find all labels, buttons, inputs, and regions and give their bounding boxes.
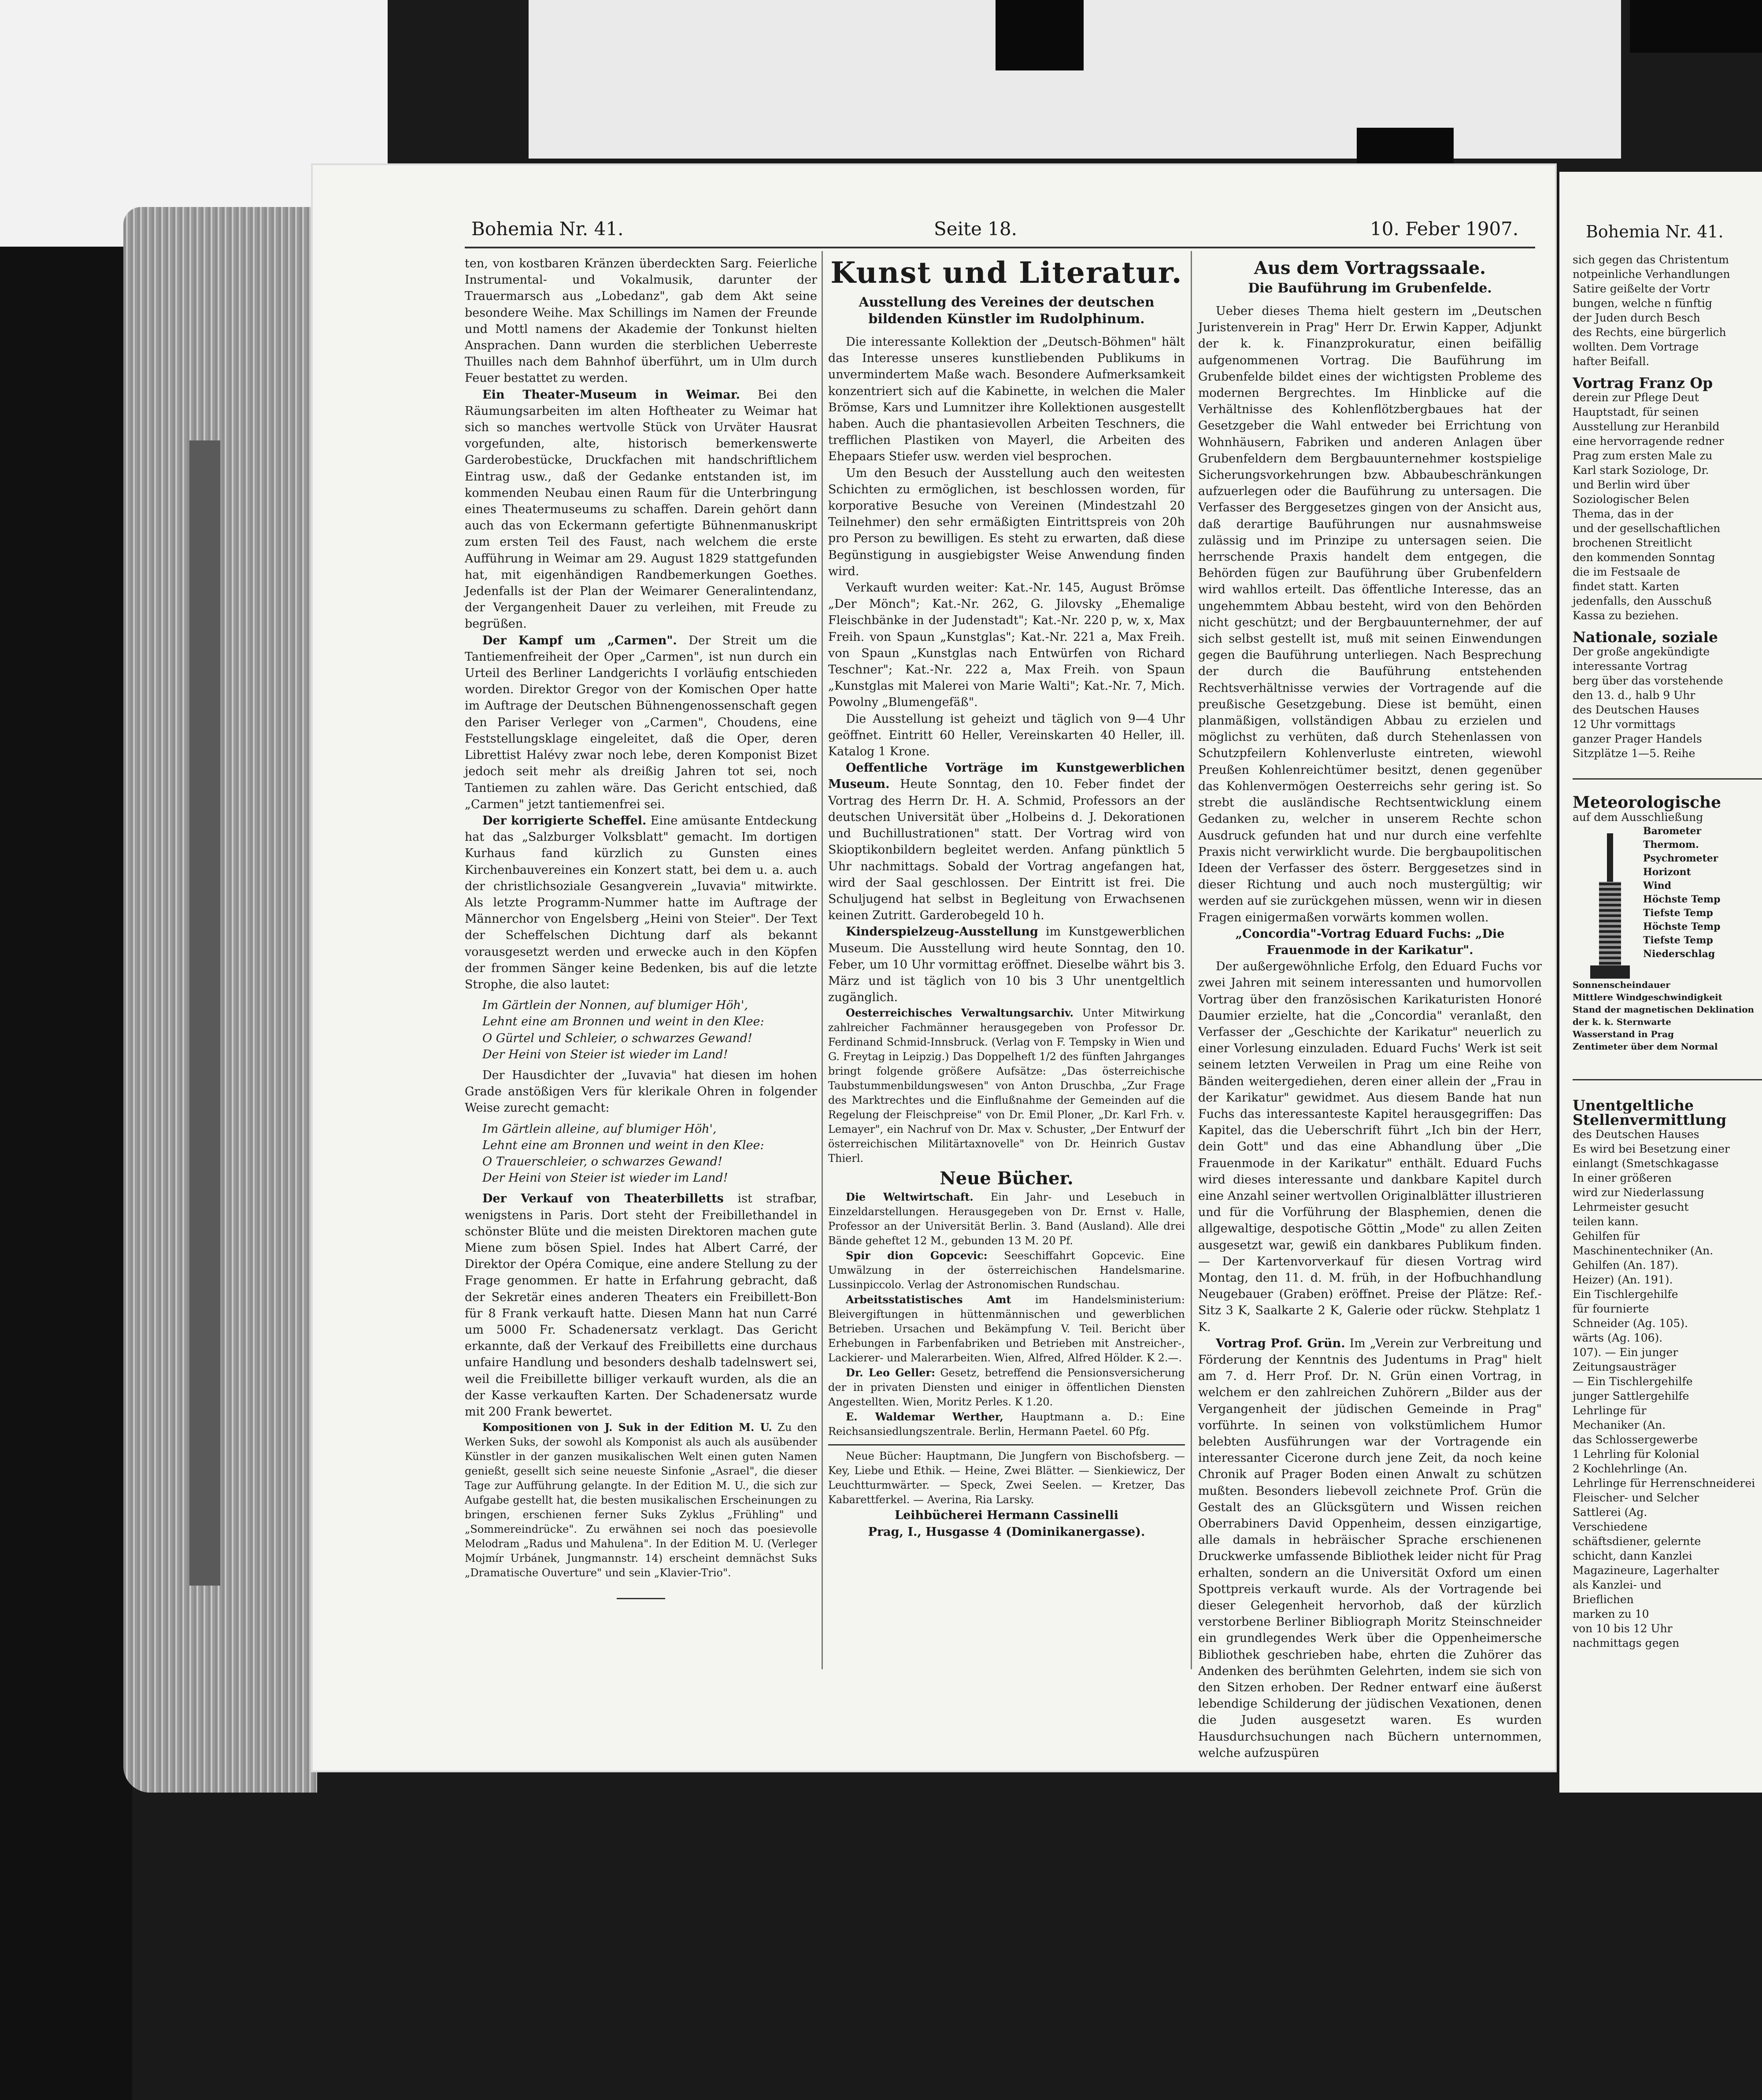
text-line: derein zur Pflege Deut <box>1573 391 1699 404</box>
adjacent-page-header: Bohemia Nr. 41. <box>1586 222 1724 241</box>
column-divider <box>1191 251 1192 1669</box>
article-text: Unter Mitwirkung zahlreicher Fachmänner herausgegeben von Professor Dr. Ferdinand Schmid-Innsbruck. (Verlag von F. Tempsky in Wien und G. Freytag in Leipzig.) Das Doppelheft 1/2 des fünften Jahrganges bringt folgende größere Aufsätze: „Das österreichische Taubstummenbildungswesen" von Anton Druschba, „Zur Frage des Marktrechtes und die Einflußnahme der Gemeinden auf die Regelung der Fleischpreise" von Dr. Emil Ploner, „Dr. Karl Frh. v. Lemayer", ein Nachruf von Dr. Max v. Schuster, „Der Entwurf der österreichischen Militärtaxnovelle" von Dr. Heinrich Gustav Thierl. <box>828 1007 1185 1165</box>
book-text: Hauptmann a. D.: Eine Reichsansiedlungszentrale. Berlin, Hermann Paetel. 60 Pfg. <box>828 1411 1185 1438</box>
right-lines-2 <box>1573 390 1762 623</box>
section-subtitle: Neue Bücher. <box>940 1168 1073 1189</box>
text-line: Horizont <box>1643 866 1691 878</box>
text-line: interessante Vortrag <box>1573 660 1688 673</box>
weather-body <box>1573 824 1762 979</box>
article-kampf-um-carmen <box>465 632 817 813</box>
verse-line: Der Heini von Steier ist wieder im Land! <box>482 1047 728 1061</box>
article-heading: Oesterreichisches Verwaltungsarchiv. <box>846 1006 1073 1020</box>
text-line: Tiefste Temp <box>1643 935 1713 946</box>
article-text: Heute Sonntag, den 10. Feber findet der Vortrag des Herrn Dr. H. A. Schmid, Professors an der deutschen Universität über „Holbeins d. J. Dekorationen und Buchillustrationen" statt. Der Vortrag wird von Skioptikonbildern begleitet werden. Anfang pünktlich 5 Uhr nachmittags. Sobald der Vortrag angefangen hat, wird der Saal geschlossen. Der Eintritt ist frei. Die Schuljugend hat selbst in Begleitung von Erwachsenen keinen Zutritt. Garderobegeld 10 h. <box>828 777 1185 923</box>
text-line: den 13. d., halb 9 Uhr <box>1573 689 1695 702</box>
verse-line: O Gürtel und Schleier, o schwarzes Gewand! <box>482 1031 752 1045</box>
text-line: Wasserstand in Prag <box>1573 1029 1674 1039</box>
text-line: Thermom. <box>1643 839 1699 850</box>
text-line: jedenfalls, den Ausschuß <box>1573 595 1712 607</box>
job-subtitle: des Deutschen Hauses <box>1573 1128 1699 1141</box>
text-line: schicht, dann Kanzlei <box>1573 1549 1692 1562</box>
right-lines-4 <box>1573 1142 1762 1650</box>
article-text: Im „Verein zur Verbreitung und Förderung der Kenntnis des Judentums in Prag" hielt am 7. d. Herr Prof. Dr. N. Grün einen Vortrag, in welchem er den zahlreichen Zuhörern „Bilder aus der Vergangenheit der jüdischen Gemeinde in Prag" vorführte. In seinen von volkstümlichem Humor belebten Ausführungen war der Vortragende ein interessanter Cicerone durch jene Zeit, da noch keine Chronik auf Prager Boden einen Anwalt zu schützen mußten. Besonders liebevoll zeichnete Prof. Grün die Gestalt des an Glücksgütern und Wissen reichen Oberrabiners David Oppenheim, dessen einzigartige, alle damals in hebräischer Sprache erschienenen Druckwerke umfassende Bibliothek leider nicht für Prag erhalten, sondern an die Universität Oxford um einen Spottpreis verkauft wurde. Als der Vortragende bei dieser Gelegenheit hervorhob, daß der kürzlich verstorbene Berliner Bibliograph Moritz Steinschneider ein grundlegendes Werk über die Oppenheimersche Bibliothek geschrieben habe, ehrten die Zuhörer das Andenken des berühmten Gelehrten, indem sie sich von den Sitzen erhoben. Der Redner entwarf eine äußerst lebendige Schilderung der jüdischen Vexationen, denen die Juden ausgesetzt waren. Es wurden Hausdurchsuchungen nach Büchern unternommen, welche aufzuspüren <box>1198 1336 1542 1760</box>
article-text: Zu den Werken Suks, der sowohl als Komponist als auch als ausübender Künstler in der ganzen musikalischen Welt einen guten Namen genießt, gesellt sich seine neueste Sinfonie „Asrael", die dieser Tage zur Aufführung gelangte. In der Edition M. U., die sich zur Aufgabe gestellt hat, die besten musikalischen Erscheinungen zu bringen, erschienen ferner Suks Zyklus „Frühling" und „Sommereindrücke". Zu erwähnen sei noch das poesievolle Melodram „Radus und Mahulena". In der Edition M. U. (Verleger Mojmír Urbánek, Jungmannstr. 14) erscheint demnächst Suks „Dramatische Ouverture" und sein „Klavier-Trio". <box>465 1421 817 1579</box>
article-heading: Kompositionen von J. Suk in der Edition M. U. <box>482 1421 772 1434</box>
text-line: des Rechts, eine bürgerlich <box>1573 326 1726 339</box>
column-divider <box>822 251 823 1669</box>
ad-library-name: Leihbücherei Hermann Cassinelli <box>895 1508 1118 1523</box>
text-line: Gehilfen (An. 187). <box>1573 1259 1679 1272</box>
text-line: Zeitungsausträger <box>1573 1361 1676 1373</box>
book-text: Seeschiffahrt Gopcevic. Eine Umwälzung in der österreichischen Handelsmarine. Lussinpiccolo. Verlag der Astronomischen Rundschau. <box>828 1250 1185 1291</box>
met-rows <box>1643 824 1721 979</box>
column-3 <box>1198 255 1542 1760</box>
verse-block <box>465 1121 817 1187</box>
book-text: im Handelsministerium: Bleivergiftungen in hüttenmännischen und gewerblichen Betrieben. Ursachen und Bekämpfung V. Teil. Bericht über Erhebungen in Farbenfabriken und Betrieben mit Anstreicher-, Lackierer- und Malerarbeiten. Wien, Alfred, Alfred Hölder. K 2.—. <box>828 1294 1185 1364</box>
weather-subtitle: auf dem Ausschließung <box>1573 811 1703 824</box>
paragraph: Der außergewöhnliche Erfolg, den Eduard Fuchs vor zwei Jahren mit seinem interessanten und humorvollen Vortrag über den französischen Karikaturisten Honoré Daumier erzielte, hat die „Concordia" veranlaßt, den Verfasser der „Geschichte der Karikatur" neuerlich zu einer Vorlesung einzuladen. Eduard Fuchs' Werk ist seit seinem letzten Verweilen in Prag um eine Reihe von Bänden weitergediehen, deren einer allein der „Frau in der Karikatur" gewidmet. Aus diesem Bande hat nun Fuchs das interessanteste Kapitel herausgegriffen: Das Kapitel, das die Ueberschrift führt „Ich bin der Herr, dein Gott" und das eine Abhandlung über „Die Frauenmode in der Karikatur" enthält. Eduard Fuchs wird dieses interessante und dankbare Kapitel durch eine Anzahl seiner wertvollen Originalblätter illustrieren und für die Vorführung der Blasphemien, denen die allgewaltige, despotische Göttin „Mode" zu allen Zeiten ausgesetzt war, gewiß ein dankbares Publikum finden. — Der Kartenvorverkauf für diesen Vortrag wird Montag, den 11. d. M. früh, in der Hofbuchhandlung Neugebauer (Graben) eröffnet. Preise der Plätze: Ref.-Sitz 3 K, Saalkarte 2 K, Galerie oder rückw. Stehplatz 1 K. <box>1198 960 1542 1334</box>
right-lines-1 <box>1573 252 1762 369</box>
text-line: Niederschlag <box>1643 948 1715 960</box>
text-line: eine hervorragende redner <box>1573 435 1724 447</box>
text-line: 107). — Ein junger <box>1573 1346 1678 1359</box>
adjacent-page <box>1559 172 1762 1793</box>
text-line: Höchste Temp <box>1643 921 1721 932</box>
book-heading: Dr. Leo Geller: <box>846 1366 935 1379</box>
column-1 <box>465 255 817 1665</box>
section-title: Kunst und Literatur. <box>830 255 1183 290</box>
job-listing <box>1573 1079 1762 1650</box>
text-line: Stand der magnetischen Deklination <box>1573 1004 1755 1015</box>
article-text: Der Streit um die Tantiemenfreiheit der Oper „Carmen", ist nun durch ein Urteil des Berliner Landgerichts I vorläufig entschieden worden. Direktor Gregor von der Komischen Oper hatte im Auftrage der Deutschen Bühnengenossenschaft gegen den Pariser Verleger von „Carmen", Choudens, eine Feststellungsklage eingeleitet, daß die Oper, deren Librettist Halévy zwar noch lebe, deren Komponist Bizet jedoch seit mehr als dreißig Jahren tot sei, noch Tantiemen zu zahlen wäre. Das Gericht entschied, daß „Carmen" jetzt tantiemenfrei sei. <box>465 633 818 811</box>
book-page-edges <box>123 207 317 1793</box>
ad-library-address: Prag, I., Husgasse 4 (Dominikanergasse). <box>868 1525 1145 1539</box>
text-line: notpeinliche Verhandlungen <box>1573 268 1730 281</box>
text-line: des Deutschen Hauses <box>1573 703 1699 716</box>
text-line: — Ein Tischlergehilfe <box>1573 1375 1693 1388</box>
book-heading: Spir dion Gopcevic: <box>846 1249 988 1262</box>
article-heading: Vortrag Franz Op <box>1573 374 1713 392</box>
text-line: Lehrlinge für <box>1573 1404 1647 1417</box>
article-heading: Ein Theater-Museum in Weimar. <box>482 388 740 402</box>
text-line: findet statt. Karten <box>1573 580 1679 593</box>
book-entry <box>828 1365 1185 1409</box>
paragraph: Verkauft wurden weiter: Kat.-Nr. 145, August Brömse „Der Mönch"; Kat.-Nr. 262, G. Jilovsky „Ehemalige Fleischbänke in der Judenstadt"; Kat.-Nr. 220 p, w, x, Max Freih. von Spaun „Kunstglas"; Kat.-Nr. 221 a, Max Freih. von Spaun „Kunstglas nach Entwürfen von Richard Teschner"; Kat.-Nr. 222 a, Max Freih. von Spaun „Kunstglas mit Malerei von Marie Walti"; Kat.-Nr. 7, Mich. Powolny „Blumengefäß". <box>828 581 1185 710</box>
text-line: 1 Lehrling für Kolonial <box>1573 1448 1699 1460</box>
text-line: wird zur Niederlassung <box>1573 1186 1704 1199</box>
text-line: Sitzplätze 1—5. Reihe <box>1573 747 1695 760</box>
background-dark <box>0 247 132 2100</box>
adjacent-page-content <box>1573 172 1762 1650</box>
header-date: 10. Feber 1907. <box>1370 218 1519 240</box>
text-line: schäftsdiener, gelernte <box>1573 1535 1701 1548</box>
text-line: Der große angekündigte <box>1573 645 1710 658</box>
text-line: die im Festsaale de <box>1573 566 1681 578</box>
text-line: Ausstellung zur Heranbild <box>1573 420 1720 433</box>
article-heading: Nationale, soziale <box>1573 629 1718 646</box>
text-line: Tiefste Temp <box>1643 907 1713 919</box>
text-line: Gehilfen für <box>1573 1230 1640 1242</box>
text-line: berg über das vorstehende <box>1573 674 1723 687</box>
article-verwaltungsarchiv <box>828 1006 1185 1166</box>
text-line: Sonnenscheindauer <box>1573 980 1670 990</box>
article-heading: Der Kampf um „Carmen". <box>482 633 677 647</box>
book-text: Ein Jahr- und Lesebuch in Einzeldarstellungen. Herausgegeben von Dr. Ernst v. Halle, Professor an der Universität Berlin. 3. Band (Ausland). Alle drei Bände geheftet 12 M., gebunden 13 M. 20 Pf. <box>828 1191 1185 1247</box>
text-line: Verschiedene <box>1573 1520 1647 1533</box>
job-title: Unentgeltliche Stellenvermittlung <box>1573 1097 1727 1128</box>
text-line: hafter Beifall. <box>1573 355 1650 368</box>
text-line: der Juden durch Besch <box>1573 311 1700 324</box>
section-rule <box>617 1598 665 1599</box>
weather-tower-icon <box>1590 833 1630 979</box>
weather-title: Meteorologische <box>1573 793 1721 812</box>
newspaper-page <box>313 165 1555 1771</box>
text-line: Hauptstadt, für seinen <box>1573 406 1699 418</box>
text-line: Fleischer- und Selcher <box>1573 1491 1699 1504</box>
text-line: bungen, welche n fünftig <box>1573 297 1712 310</box>
shadow-block <box>996 0 1084 70</box>
text-line: Mittlere Windgeschwindigkeit <box>1573 992 1723 1002</box>
text-line: Wind <box>1643 880 1672 891</box>
text-line: als Kanzlei- und <box>1573 1579 1662 1591</box>
text-line: Ein Tischlergehilfe <box>1573 1288 1678 1301</box>
right-lines-3 <box>1573 644 1762 761</box>
article-heading: Kinderspielzeug-Ausstellung <box>846 925 1038 939</box>
article-heading: Ausstellung des Vereines der deutschen bildenden Künstler im Rudolphinum. <box>859 295 1155 327</box>
text-line: Heizer) (An. 191). <box>1573 1273 1673 1286</box>
text-line: und der gesellschaftlichen <box>1573 522 1721 535</box>
text-line: brochenen Streitlicht <box>1573 536 1692 549</box>
text-line: Maschinentechniker (An. <box>1573 1244 1714 1257</box>
paragraph: ten, von kostbaren Kränzen überdeckten Sarg. Feierliche Instrumental- und Vokalmusik, darunter der Trauermarsch aus „Lobedanz", gab dem Akt seine besondere Weihe. Max Schillings im Namen der Freunde und Mottl namens der Akademie der Tonkunst hielten Ansprachen. Dann wurden die sterblichen Ueberreste Thuilles nach dem Bahnhof überführt, um in Ulm durch Feuer bestattet zu werden. <box>465 257 817 385</box>
book-spine-shadow <box>189 440 220 1586</box>
page-header <box>313 218 1555 244</box>
article-kompositionen-suk <box>465 1420 817 1580</box>
text-line: Höchste Temp <box>1643 894 1721 905</box>
article-ein-theater-museum <box>465 387 817 632</box>
verse-line: O Trauerschleier, o schwarzes Gewand! <box>482 1154 722 1168</box>
verse-line: Im Gärtlein der Nonnen, auf blumiger Höh', <box>482 998 748 1013</box>
article-heading: Die Bauführung im Grubenfelde. <box>1248 281 1492 296</box>
text-line: für fournierte <box>1573 1302 1649 1315</box>
paragraph: Die Ausstellung ist geheizt und täglich von 9—4 Uhr geöffnet. Eintritt 60 Heller, Vereinskarten 40 Heller, ill. Katalog 1 Krone. <box>828 712 1185 759</box>
article-text: Eine amüsante Entdeckung hat das „Salzburger Volksblatt" gemacht. Im dortigen Kurhaus fand kürzlich zu Gunsten eines Kirchenbauvereines ein Konzert statt, bei dem u. a. auch der christlichsoziale Gesangverein „Iuvavia" mitwirkte. Als letzte Programm-Nummer hatte im Auftrage der Männerchor von Engelsberg „Heini von Steier". Der Text der Scheffelschen Dichtung darf als bekannt vorausgesetzt werden und erwecke auch in den Köpfen der frommen Sänger keine Bedenken, bis auf die letzte Strophe, die also lautet: <box>465 813 817 991</box>
text-line: Karl stark Soziologe, Dr. <box>1573 464 1709 477</box>
text-line: einlangt (Smetschkagasse <box>1573 1157 1719 1170</box>
text-line: Psychrometer <box>1643 853 1718 864</box>
column-2 <box>828 255 1185 1665</box>
text-line: Sattlerei (Ag. <box>1573 1506 1647 1519</box>
text-line: marken zu 10 <box>1573 1608 1649 1620</box>
text-line: ganzer Prager Handels <box>1573 732 1702 745</box>
paragraph: Um den Besuch der Ausstellung auch den weitesten Schichten zu ermöglichen, ist beschlossen worden, für korporative Besuche von Vereinen (Mindestzahl 20 Teilnehmer) den sehr ermäßigten Eintrittspreis von 20h pro Person zu bewilligen. Es steht zu erwarten, daß diese Begünstigung in ausgiebigster Weise Anwendung finden wird. <box>828 466 1185 578</box>
book-entry <box>828 1190 1185 1248</box>
text-line: In einer größeren <box>1573 1172 1672 1184</box>
text-line: von 10 bis 12 Uhr <box>1573 1622 1673 1635</box>
text-line: wollten. Dem Vortrage <box>1573 340 1699 353</box>
article-text: im Kunstgewerblichen Museum. Die Ausstellung wird heute Sonntag, den 10. Feber, um 10 Uhr vormittag eröffnet. Dieselbe währt bis 3. März und ist täglich von 10 bis 3 Uhr unentgeltlich zugänglich. <box>828 925 1185 1005</box>
paragraph: Ueber dieses Thema hielt gestern im „Deutschen Juristenverein in Prag" Herr Dr. Erwin Kapper, Adjunkt der k. k. Finanzprokuratur, einen beifällig aufgenommenen Vortrag. Die Bauführung im Grubenfelde bildet eines der wichtigsten Probleme des modernen Bergrechtes. Im Hinblicke auf die Verhältnisse des Kohlenflötzbergbaues hat der Gesetzgeber die Wahl entweder bei Errichtung von Wohnhäusern, Fabriken und anderen Anlagen über Grubenfeldern dem Bergbauunternehmer kostspielige Sicherungsvorkehrungen bzw. Abbaubeschränkungen aufzuerlegen oder die Bauführung zu untersagen. Die Verfasser des Berggesetzes gingen von der Ansicht aus, daß derartige Bauführungen nur ausnahmsweise zulässig und im Prinzipe zu untersagen seien. Die herrschende Praxis handelt dem entgegen, die Behörden fügen zur Bauführung über Grubenfeldern wird wahllos erteilt. Das öffentliche Interesse, das an ungehemmtem Abbau besteht, wird von den Behörden nicht geschützt; und der Bergbauunternehmer, der auf sich selbst gestellt ist, muß mit seinen Einwendungen gegen die Bauführung unterliegen. Nach Besprechung der durch die Bauführung entstehenden Rechtsverhältnisse verwies der Vortragende auf die preußische Gesetzgebung. Diese ist bemüht, einen planmäßigen, vollständigen Abbau zu erzielen und möglichst zu verhüten, daß durch Stehenlassen von Schutzpfeilern Kohlenverluste eintreten, wiewohl Preußen Kohlenreichtümer besitzt, denen gegenüber das Kohlenvermögen Oesterreichs sehr gering ist. So strebt die ausländische Rechtsentwicklung einem Gedanken zu, welcher in unserem Rechte schon Ausdruck gefunden hat und nur durch eine verfehlte Praxis nicht verwirklicht wurde. Die bergbaupolitischen Ideen der Verfasser des österr. Berggesetzes sind in dieser Richtung und auch noch mustergültig; wir werden auf sie zurückgehen müssen, wenn wir in diesen Fragen einigermaßen vorwärts kommen wollen. <box>1198 304 1542 924</box>
weather-box <box>1573 778 1762 1053</box>
text-line: Brieflichen <box>1573 1593 1634 1606</box>
text-line: Magazineure, Lagerhalter <box>1573 1564 1719 1577</box>
book-entry <box>828 1248 1185 1292</box>
article-text: ist strafbar, wenigstens in Paris. Dort steht der Freibillethandel in schönster Blüte und die meisten Direktoren machen gute Miene zum bösen Spiel. Indes hat Albert Carré, der Direktor der Opéra Comique, eine andere Stellung zu der Frage genommen. Er hatte in Erfahrung gebracht, daß der Sekretär eines anderen Theaters ein Freibillett-Bon für 8 Frank verkauft hatte. Diesen Mann hat nun Carré um 5000 Fr. Schadenersatz verklagt. Das Gericht erkannte, daß der Verkauf des Freibilletts eine durchaus unfaire Handlung und besonders deshalb tadelnswert sei, weil die Freibillette billiger verkauft wurden, als die an der Kasse verkauften Karten. Der Schadenersatz wurde mit 200 Frank bewertet. <box>465 1192 817 1419</box>
text-line: Barometer <box>1643 825 1702 837</box>
text-line: das Schlossergewerbe <box>1573 1433 1698 1446</box>
book-heading: E. Waldemar Werther, <box>846 1410 1003 1423</box>
article-oeffentliche-vortraege <box>828 760 1185 924</box>
article-heading: Vortrag Prof. Grün. <box>1216 1336 1345 1350</box>
text-line: Prag zum ersten Male zu <box>1573 449 1713 462</box>
text-line: Zentimeter über dem Normal <box>1573 1041 1718 1052</box>
book-entry <box>828 1292 1185 1365</box>
shadow-block <box>1630 0 1762 53</box>
header-page-number: Seite 18. <box>934 218 1017 240</box>
header-issue: Bohemia Nr. 41. <box>471 218 624 240</box>
article-kinderspielzeug <box>828 924 1185 1006</box>
article-text: Bei den Räumungsarbeiten im alten Hoftheater zu Weimar hat sich so manches wertvolle Stück von Urväter Hausrat vorgefunden, alte, historisch bemerkenswerte Garderobestücke, Druckfachen mit handschriftlichem Eintrag usw., daß der Gedanke entstanden ist, im kommenden Neubau einen Raum für die Unterbringung eines Theatermuseums zu schaffen. Darein gehört dann auch das von Eckermann gefertigte Bühnenmanuskript zum ersten Teil des Faust, nach welchem die erste Aufführung in Weimar am 29. August 1829 stattgefunden hat, mit eigenhändigen Randbemerkungen Goethes. Jedenfalls ist der Plan der Weimarer Generalintendanz, der Vergangenheit Dauer zu verleihen, mit Freude zu begrüßen. <box>465 388 817 631</box>
text-line: den kommenden Sonntag <box>1573 551 1715 564</box>
book-heading: Die Weltwirtschaft. <box>846 1190 974 1204</box>
article-verkauf-theaterbilletts <box>465 1190 817 1420</box>
text-line: Kassa zu beziehen. <box>1573 609 1679 622</box>
text-line: und Berlin wird über <box>1573 478 1690 491</box>
verse-line: Lehnt eine am Bronnen und weint in den Klee: <box>482 1015 764 1029</box>
text-line: Schneider (Ag. 105). <box>1573 1317 1688 1330</box>
text-line: Lehrmeister gesucht <box>1573 1201 1689 1213</box>
paragraph: Der Hausdichter der „Iuvavia" hat diesen im hohen Grade anstößigen Vers für klerikale Ohren in folgender Weise zurecht gemacht: <box>465 1068 817 1115</box>
text-line: nachmittags gegen <box>1573 1637 1680 1649</box>
text-line: Es wird bei Besetzung einer <box>1573 1142 1730 1155</box>
verse-line: Im Gärtlein alleine, auf blumiger Höh', <box>482 1122 717 1136</box>
text-line: Mechaniker (An. <box>1573 1419 1666 1431</box>
text-line: Soziologischer Belen <box>1573 493 1690 506</box>
text-line: Thema, das in der <box>1573 507 1673 520</box>
text-line: junger Sattlergehilfe <box>1573 1390 1689 1402</box>
article-korrigierte-scheffel <box>465 813 817 993</box>
verse-line: Lehnt eine am Bronnen und weint in den Klee: <box>482 1138 764 1152</box>
text-line: 12 Uhr vormittags <box>1573 718 1676 731</box>
text-line: Lehrlinge für Herrenschneiderei <box>1573 1477 1755 1490</box>
article-heading: Der korrigierte Scheffel. <box>482 813 647 828</box>
text-line: Satire geißelte der Vortr <box>1573 282 1710 295</box>
article-heading: Oeffentliche Vorträge im Kunstgewerblichen Museum. <box>828 761 1185 791</box>
text-line: sich gegen das Christentum <box>1573 253 1729 266</box>
text-line: wärts (Ag. 106). <box>1573 1331 1663 1344</box>
ad-text: Neue Bücher: Hauptmann, Die Jungfern von Bischofsberg. — Key, Liebe und Ethik. — Heine, Zwei Blätter. — Sienkiewicz, Der Leuchtturmwärter. — Speck, Zwei Seelen. — Kretzer, Das Kabarettferkel. — Averina, Ria Larsky. <box>828 1450 1185 1506</box>
verse-block <box>465 997 817 1063</box>
book-heading: Arbeitsstatistisches Amt <box>846 1293 1011 1306</box>
text-line: 2 Kochlehrlinge (An. <box>1573 1462 1688 1475</box>
article-heading: „Concordia"-Vortrag Eduard Fuchs: „Die Frauenmode in der Karikatur". <box>1235 927 1505 957</box>
article-heading: Der Verkauf von Theaterbilletts <box>482 1192 724 1206</box>
advertisement <box>828 1444 1185 1540</box>
article-vortrag-gruen <box>1198 1335 1542 1761</box>
book-text: Gesetz, betreffend die Pensionsversicherung der in privaten Diensten und einiger in öffentlichen Diensten Angestellten. Wien, Moritz Perles. K 1.20. <box>828 1367 1185 1409</box>
paragraph: Die interessante Kollektion der „Deutsch-Böhmen" hält das Interesse unseres kunstliebenden Publikums in unvermindertem Maße wach. Besondere Aufmerksamkeit konzentriert sich auf die Kabinette, in welchen die Maler Brömse, Kars und Lumnitzer ihre Kollektionen ausgestellt haben. Auch die phantasievollen Arbeiten Teschners, die trefflichen Plastiken von Mayerl, die Arbeiten des Ehepaars Stiefer usw. werden viel besprochen. <box>828 335 1185 464</box>
section-title: Aus dem Vortragssaale. <box>1254 258 1486 278</box>
header-rule <box>465 247 1535 248</box>
book-entry <box>828 1409 1185 1439</box>
met-lines <box>1573 979 1762 1053</box>
text-line: der k. k. Sternwarte <box>1573 1017 1671 1027</box>
verse-line: Der Heini von Steier ist wieder im Land! <box>482 1171 728 1185</box>
text-line: teilen kann. <box>1573 1215 1639 1228</box>
